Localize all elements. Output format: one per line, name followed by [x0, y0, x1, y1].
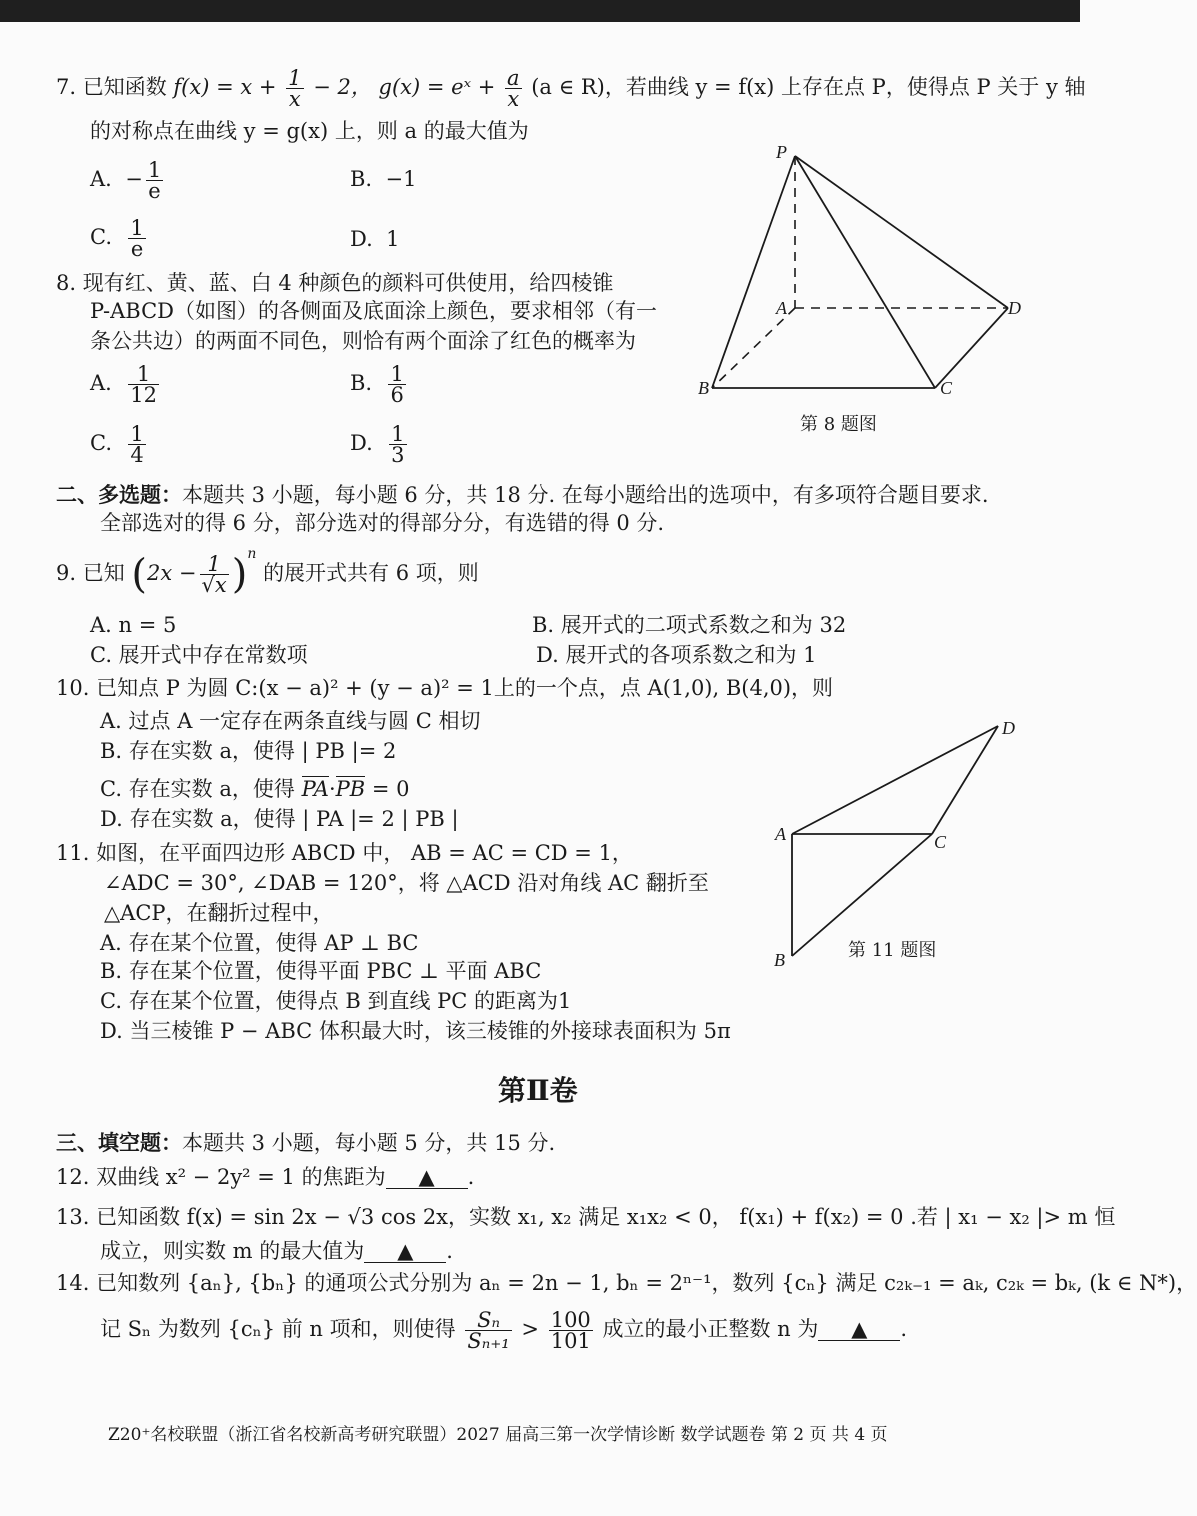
- edge-ab-hidden: [712, 308, 795, 388]
- q8-b-fraction: $\frac{1}{6}$: [390, 362, 404, 407]
- edge-ad: [792, 726, 998, 834]
- section2-text1: 本题共 3 小题，每小题 6 分，共 18 分. 在每小题给出的选项中，有多项符合题目要求.: [182, 483, 989, 507]
- edge-pb: [712, 156, 795, 388]
- q9-option-a: A. n = 5: [90, 613, 177, 637]
- q10-option-a: A. 过点 A 一定存在两条直线与圆 C 相切: [100, 709, 481, 733]
- q7-option-c: C. $\frac{1}{e}$: [90, 216, 144, 261]
- q8-option-b: B. $\frac{1}{6}$: [350, 362, 404, 407]
- label-b: B: [698, 378, 709, 398]
- q14-line2: 记 Sₙ 为数列 {cₙ} 前 n 项和，则使得 $\frac{\text{Sₙ}}{\text{Sₙ₊₁}}$ > $\frac{100}{101}$ 成立的最小正整数 n 为 ▲ .: [100, 1308, 908, 1353]
- q7-line2: 的对称点在曲线 y = g(x) 上，则 a 的最大值为: [90, 119, 529, 143]
- q8-line2: P-ABCD（如图）的各侧面及底面涂上颜色，要求相邻（有一: [90, 299, 657, 323]
- section2-title: 二、多选题：: [56, 482, 182, 507]
- q12-line: 12. 双曲线 x² − 2y² = 1 的焦距为 ▲ .: [56, 1165, 475, 1189]
- label-d: D: [1008, 298, 1021, 318]
- q10-option-d: D. 存在实数 a，使得 | PA |= 2 | PB |: [100, 807, 459, 831]
- q11-option-c: C. 存在某个位置，使得点 B 到直线 PC 的距离为1: [100, 989, 572, 1013]
- q7-f-rhs: − 2，: [313, 75, 372, 99]
- label-a: A: [776, 298, 787, 318]
- section3-header: [56, 1130, 555, 1156]
- q14-line1: 14. 已知数列 {aₙ}, {bₙ} 的通项公式分别为 aₙ = 2n − 1, bₙ = 2ⁿ⁻¹，数列 {cₙ} 满足 c₂ₖ₋₁ = aₖ, c₂ₖ = bₖ, (k ∈ N*)，: [56, 1271, 1197, 1295]
- top-dark-bar: [0, 0, 1080, 22]
- edge-pc: [795, 156, 935, 388]
- q7-g-rhs: (a ∈ R)，若曲线 y = f(x) 上存在点 P，使得点 P 关于 y 轴: [531, 75, 1086, 99]
- q8-option-c: C. $\frac{1}{4}$: [90, 422, 144, 467]
- q9-option-c: C. 展开式中存在常数项: [90, 643, 308, 667]
- q7-option-d: D. 1: [350, 227, 400, 251]
- q8-d-fraction: $\frac{1}{3}$: [391, 422, 405, 467]
- q11-option-d: D. 当三棱锥 P − ABC 体积最大时，该三棱锥的外接球表面积为 5π: [100, 1019, 731, 1043]
- edge-cd: [932, 726, 998, 834]
- q7-prefix: 7. 已知函数: [56, 75, 167, 99]
- q12-answer-blank: ▲: [386, 1166, 468, 1189]
- q8-line1: 8. 现有红、黄、蓝、白 4 种颜色的颜料可供使用，给四棱锥: [56, 271, 614, 295]
- q8-pyramid-figure: [690, 138, 1040, 398]
- section2-header: [56, 482, 989, 508]
- q10-stem: 10. 已知点 P 为圆 C:(x − a)² + (y − a)² = 1上的一个点，点 A(1,0), B(4,0)，则: [56, 676, 834, 700]
- q7-option-a: A. − $\frac{1}{e}$: [90, 158, 162, 203]
- q7-f-fraction: $\frac{1}{x}$: [288, 66, 302, 111]
- q14-answer-blank: ▲: [818, 1318, 900, 1341]
- section3-text: 本题共 3 小题，每小题 5 分，共 15 分.: [182, 1131, 556, 1155]
- q7-line1: [56, 68, 1086, 109]
- vector-pa: PA: [301, 777, 329, 801]
- q11-line3: △ACP，在翻折过程中，: [104, 901, 334, 925]
- q9-option-b: B. 展开式的二项式系数之和为 32: [532, 613, 847, 637]
- label-c: C: [940, 378, 953, 398]
- q7-g-fraction: $\frac{a}{x}$: [507, 66, 520, 111]
- page-footer: Z20⁺名校联盟（浙江省名校新高考研究联盟）2027 届高三第一次学情诊断 数学试题卷 第 2 页 共 4 页: [108, 1425, 888, 1445]
- q11-quadrilateral-figure: [770, 712, 1030, 972]
- q11-line2: ∠ADC = 30°, ∠DAB = 120°，将 △ACD 沿对角线 AC 翻折至: [104, 871, 709, 895]
- label-a: A: [775, 824, 786, 844]
- q7-f-lhs: f(x) = x +: [173, 75, 277, 99]
- label-c: C: [934, 832, 947, 852]
- vector-pb: PB: [335, 777, 366, 801]
- q11-figure-caption: 第 11 题图: [848, 940, 937, 961]
- edge-cd: [935, 308, 1008, 388]
- label-b: B: [774, 950, 785, 970]
- q10-option-b: B. 存在实数 a，使得 | PB |= 2: [100, 739, 397, 763]
- q8-line3: 条公共边）的两面不同色，则恰有两个面涂了红色的概率为: [90, 329, 636, 353]
- label-p: P: [776, 142, 787, 162]
- section2-text2: 全部选对的得 6 分，部分选对的得部分分，有选错的得 0 分.: [100, 511, 665, 535]
- section3-title: 三、填空题：: [56, 1130, 182, 1155]
- q9-option-d: D. 展开式的各项系数之和为 1: [536, 643, 817, 667]
- label-d: D: [1002, 718, 1015, 738]
- edge-pd: [795, 156, 1008, 308]
- q7-c-fraction: $\frac{1}{e}$: [130, 216, 144, 261]
- q7-option-b: B. −1: [350, 167, 417, 191]
- q8-figure-caption: 第 8 题图: [800, 414, 877, 435]
- q13-line1: 13. 已知函数 f(x) = sin 2x − √3 cos 2x，实数 x₁, x₂ 满足 x₁x₂ < 0， f(x₁) + f(x₂) = 0 .若 | x₁ − x₂ |> m 恒: [56, 1205, 1116, 1229]
- q8-c-fraction: $\frac{1}{4}$: [130, 422, 144, 467]
- part2-title: 第Ⅱ卷: [498, 1074, 578, 1107]
- q7-a-fraction: $\frac{1}{e}$: [147, 158, 162, 203]
- q8-option-d: D. $\frac{1}{3}$: [350, 422, 405, 467]
- q13-line2: 成立，则实数 m 的最大值为 ▲ .: [100, 1239, 453, 1263]
- q10-option-c: C. 存在实数 a，使得 PA·PB = 0: [100, 777, 410, 801]
- q11-option-a: A. 存在某个位置，使得 AP ⊥ BC: [100, 931, 419, 955]
- q9-fraction: $\frac{1}{√x}$: [201, 552, 227, 597]
- q14-s-ratio-fraction: $\frac{\text{Sₙ}}{\text{Sₙ₊₁}}$: [467, 1308, 510, 1353]
- q8-a-fraction: $\frac{1}{12}$: [130, 362, 157, 407]
- q8-option-a: A. $\frac{1}{12}$: [90, 362, 157, 407]
- q9-stem: 9. 已知 (2x − $\frac{1}{√x}$ )$^n$ 的展开式共有 6 项，则: [56, 546, 479, 598]
- q11-line1: 11. 如图，在平面四边形 ABCD 中， AB = AC = CD = 1，: [56, 841, 633, 865]
- q7-g-lhs: g(x) = eˣ +: [378, 75, 496, 99]
- q11-option-b: B. 存在某个位置，使得平面 PBC ⊥ 平面 ABC: [100, 959, 542, 983]
- q13-answer-blank: ▲: [364, 1240, 446, 1263]
- q14-threshold-fraction: $\frac{100}{101}$: [550, 1308, 591, 1353]
